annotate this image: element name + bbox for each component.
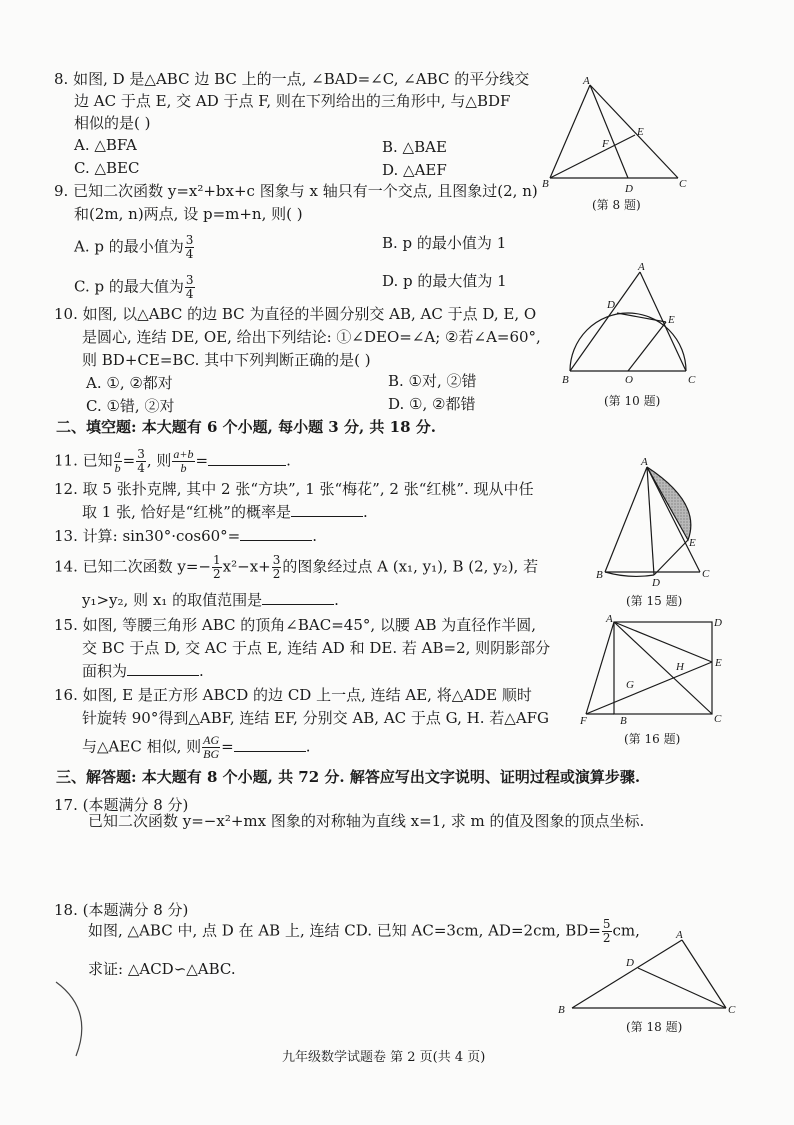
q8-caption: (第 8 题) — [592, 198, 641, 212]
figure-q16 — [578, 612, 726, 732]
q18-label-b: B — [558, 1004, 565, 1016]
q11-fraction-target: $\frac{a+b}{b}$ — [173, 447, 194, 475]
q8-label-f: F — [602, 138, 609, 150]
q9-option-d: D. p 的最大值为 1 — [382, 272, 507, 290]
q17-title: 17. (本题满分 8 分) — [54, 796, 189, 814]
q9-option-b: B. p 的最小值为 1 — [382, 234, 507, 252]
q10-label-d: D — [607, 299, 615, 311]
q10-option-a: A. ①, ②都对 — [86, 374, 173, 392]
q15-line3: 面积为 . — [82, 662, 204, 680]
q10-label-a: A — [638, 261, 645, 273]
q10-line1: 10. 如图, 以△ABC 的边 BC 为直径的半圆分别交 AB, AC 于点 D, E, O — [54, 305, 537, 323]
q9-option-a — [74, 234, 195, 261]
q12-answer-blank[interactable] — [291, 502, 363, 517]
q16-label-h: H — [676, 661, 684, 673]
q13-answer-blank[interactable] — [240, 526, 312, 541]
q18-label-a: A — [676, 929, 683, 941]
q10-caption: (第 10 题) — [604, 394, 661, 408]
figure-q15 — [590, 455, 725, 589]
section-3-heading: 三、解答题: 本大题有 8 个小题, 共 72 分. 解答应写出文字说明、证明过程或演算步骤. — [56, 768, 641, 786]
q8-option-d: D. △AEF — [382, 161, 447, 179]
q8-label-b: B — [542, 178, 549, 190]
q14-line2: y₁>y₂, 则 x₁ 的取值范围是 . — [82, 591, 339, 609]
q9-option-c-fraction: $\frac{3}{4}$ — [185, 273, 194, 301]
q9-option-c-text: C. p 的最大值为 — [74, 277, 184, 296]
q18-prove: 求证: △ACD∽△ABC. — [88, 960, 236, 978]
section-2-heading: 二、填空题: 本大题有 6 个小题, 每小题 3 分, 共 18 分. — [56, 418, 436, 436]
q16-label-g: G — [626, 679, 634, 691]
q11-answer-blank[interactable] — [208, 451, 286, 466]
q11-fraction-a-b: $\frac{a}{b}$ — [114, 447, 121, 475]
q17-body: 已知二次函数 y=−x²+mx 图象的对称轴为直线 x=1, 求 m 的值及图象的顶点坐标. — [88, 812, 645, 830]
q18-fraction: $\frac{5}{2}$ — [602, 917, 611, 945]
q9-option-a-text: A. p 的最小值为 — [74, 237, 184, 256]
q10-label-o: O — [625, 374, 633, 386]
q10-option-b: B. ①对, ②错 — [388, 372, 477, 390]
q15-label-d: D — [652, 577, 660, 589]
q14-line1: 14. 已知二次函数 y=− $\frac{1}{2}$ x²−x+ $\frac{3}{2}$ 的图象经过点 A (x₁, y₁), B (2, y₂), 若 — [54, 553, 539, 581]
q16-label-a: A — [606, 613, 613, 625]
q15-answer-blank[interactable] — [127, 661, 199, 676]
q15-caption: (第 15 题) — [626, 594, 683, 608]
q10-label-b: B — [562, 374, 569, 386]
q8-line3: 相似的是( ) — [74, 114, 151, 132]
q15-label-b: B — [596, 569, 603, 581]
q9-line2: 和(2m, n)两点, 设 p=m+n, 则( ) — [74, 205, 303, 223]
q16-line1: 16. 如图, E 是正方形 ABCD 的边 CD 上一点, 连结 AE, 将△ADE 顺时 — [54, 686, 532, 704]
page-footer: 九年级数学试题卷 第 2 页(共 4 页) — [282, 1050, 486, 1065]
q16-label-b: B — [620, 715, 627, 727]
q14-fraction-1: $\frac{1}{2}$ — [213, 553, 221, 581]
q18-title: 18. (本题满分 8 分) — [54, 901, 189, 919]
q16-fraction: $\frac{AG}{BG}$ — [203, 733, 220, 761]
q16-label-e: E — [715, 657, 722, 669]
q18-label-d: D — [626, 957, 634, 969]
q16-line3: 与△AEC 相似, 则 $\frac{AG}{BG}$ = . — [82, 733, 311, 761]
scan-artifact — [46, 980, 96, 1060]
q12-line2: 取 1 张, 恰好是“红桃”的概率是 . — [82, 503, 368, 521]
q8-option-c: C. △BEC — [74, 159, 140, 177]
q18-label-c: C — [728, 1004, 736, 1016]
q16-line2: 针旋转 90°得到△ABF, 连结 EF, 分别交 AB, AC 于点 G, H. 若△AFG — [82, 709, 550, 727]
figure-q8 — [540, 75, 700, 210]
q16-label-d: D — [714, 617, 722, 629]
q10-line3: 则 BD+CE=BC. 其中下列判断正确的是( ) — [82, 351, 371, 369]
q16-caption: (第 16 题) — [624, 732, 681, 746]
q8-option-a: A. △BFA — [74, 136, 137, 154]
q15-label-c: C — [702, 568, 710, 580]
q15-line1: 15. 如图, 等腰三角形 ABC 的顶角∠BAC=45°, 以腰 AB 为直径作半圆, — [54, 616, 537, 634]
q13-line: 13. 计算: sin30°·cos60°= . — [54, 527, 318, 545]
q10-line2: 是圆心, 连结 DE, OE, 给出下列结论: ①∠DEO=∠A; ②若∠A=60°, — [82, 328, 541, 346]
q11-fraction-value: $\frac{3}{4}$ — [137, 447, 145, 475]
q15-line2: 交 BC 于点 D, 交 AC 于点 E, 连结 AD 和 DE. 若 AB=2, 则阴影部分 — [82, 639, 551, 657]
q10-label-c: C — [688, 374, 696, 386]
figure-q10 — [560, 262, 710, 387]
q16-label-c: C — [714, 713, 722, 725]
q16-label-f: F — [580, 715, 587, 727]
q10-option-c: C. ①错, ②对 — [86, 397, 175, 415]
q9-line1: 9. 已知二次函数 y=x²+bx+c 图象与 x 轴只有一个交点, 且图象过(2, n) — [54, 182, 538, 200]
q8-line2: 边 AC 于点 E, 交 AD 于点 F, 则在下列给出的三角形中, 与△BDF — [74, 92, 511, 110]
q16-answer-blank[interactable] — [234, 737, 306, 752]
q8-label-e: E — [637, 126, 644, 138]
q8-label-a: A — [583, 75, 590, 87]
q9-option-a-fraction: $\frac{3}{4}$ — [185, 233, 194, 261]
q8-line1: 8. 如图, D 是△ABC 边 BC 上的一点, ∠BAD=∠C, ∠ABC 的平分线交 — [54, 70, 530, 88]
q8-option-b: B. △BAE — [382, 138, 447, 156]
q15-label-a: A — [641, 456, 648, 468]
q15-label-e: E — [689, 537, 696, 549]
q18-body: 如图, △ABC 中, 点 D 在 AB 上, 连结 CD. 已知 AC=3cm, AD=2cm, BD= $\frac{5}{2}$ cm, — [88, 917, 640, 945]
q8-label-d: D — [625, 183, 633, 195]
q8-label-c: C — [679, 178, 687, 190]
q14-fraction-2: $\frac{3}{2}$ — [272, 553, 281, 581]
q14-answer-blank[interactable] — [262, 590, 334, 605]
figure-q18 — [550, 928, 745, 1023]
q9-option-c — [74, 274, 196, 301]
q10-option-d: D. ①, ②都错 — [388, 395, 476, 413]
q11-line: 11. 已知 $\frac{a}{b}$ = $\frac{3}{4}$ , 则 $\frac{a+b}{b}$ = . — [54, 447, 291, 475]
q10-label-e: E — [668, 314, 675, 326]
q18-caption: (第 18 题) — [626, 1020, 683, 1034]
q12-line1: 12. 取 5 张扑克牌, 其中 2 张“方块”, 1 张“梅花”, 2 张“红桃”. 现从中任 — [54, 480, 534, 498]
